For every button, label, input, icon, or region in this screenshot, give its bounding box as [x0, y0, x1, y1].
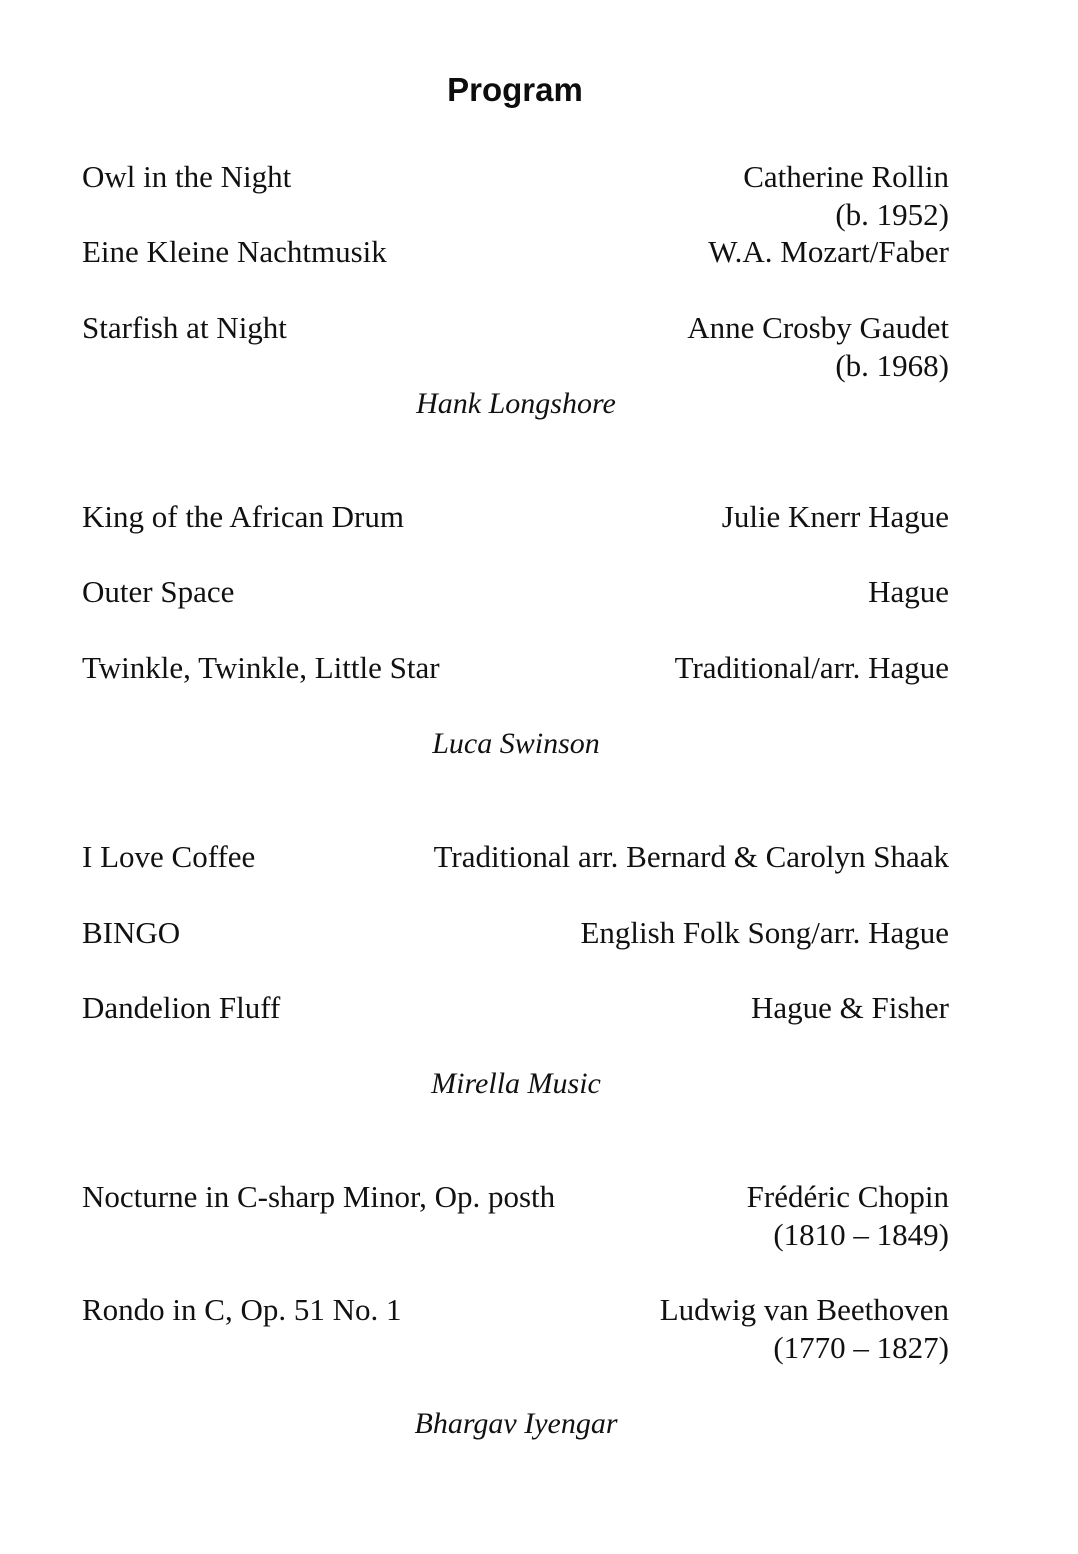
piece-title: Eine Kleine Nachtmusik: [82, 234, 387, 269]
piece-title: Rondo in C, Op. 51 No. 1: [82, 1292, 402, 1327]
composer-dates: (b. 1968): [835, 348, 949, 383]
piece-title: Outer Space: [82, 574, 235, 609]
composer-name: W.A. Mozart/Faber: [708, 234, 949, 269]
composer-name: Hague & Fisher: [750, 990, 949, 1025]
composer-dates: (1810 – 1849): [773, 1217, 949, 1252]
page-title: Program: [447, 71, 583, 108]
piece-title: Owl in the Night: [82, 159, 292, 194]
piece-title: Dandelion Fluff: [82, 990, 281, 1025]
piece-title: Twinkle, Twinkle, Little Star: [82, 650, 440, 685]
composer-block: [434, 838, 949, 876]
composer-name: Frédéric Chopin: [746, 1179, 949, 1214]
composer-block: [747, 1178, 949, 1254]
composer-block: [660, 1291, 949, 1367]
piece-title: I Love Coffee: [82, 839, 256, 874]
performer-name: Luca Swinson: [432, 727, 600, 760]
piece-title: King of the African Drum: [82, 499, 404, 534]
performer-name: Hank Longshore: [416, 387, 616, 420]
composer-dates: (b. 1952): [835, 197, 949, 232]
composer-block: [868, 573, 949, 611]
composer-block: [687, 309, 949, 385]
composer-dates: (1770 – 1827): [773, 1330, 949, 1365]
composer-block: [580, 914, 949, 952]
composer-name: Anne Crosby Gaudet: [687, 310, 949, 345]
piece-title: Nocturne in C-sharp Minor, Op. posth: [82, 1179, 556, 1214]
composer-name: Traditional/arr. Hague: [674, 650, 949, 685]
composer-name: English Folk Song/arr. Hague: [580, 915, 949, 950]
composer-block: [708, 233, 949, 271]
composer-name: Catherine Rollin: [743, 159, 949, 194]
composer-name: Traditional arr. Bernard & Carolyn Shaak: [433, 839, 949, 874]
composer-name: Hague: [868, 574, 949, 609]
performer-name: Bhargav Iyengar: [414, 1407, 618, 1440]
performer-name: Mirella Music: [431, 1067, 601, 1100]
composer-block: [743, 158, 949, 234]
composer-block: [675, 649, 949, 687]
piece-title: Starfish at Night: [82, 310, 287, 345]
piece-title: BINGO: [82, 915, 181, 950]
composer-name: Julie Knerr Hague: [721, 499, 949, 534]
composer-block: [722, 498, 949, 536]
composer-block: [751, 989, 949, 1027]
composer-name: Ludwig van Beethoven: [659, 1292, 949, 1327]
